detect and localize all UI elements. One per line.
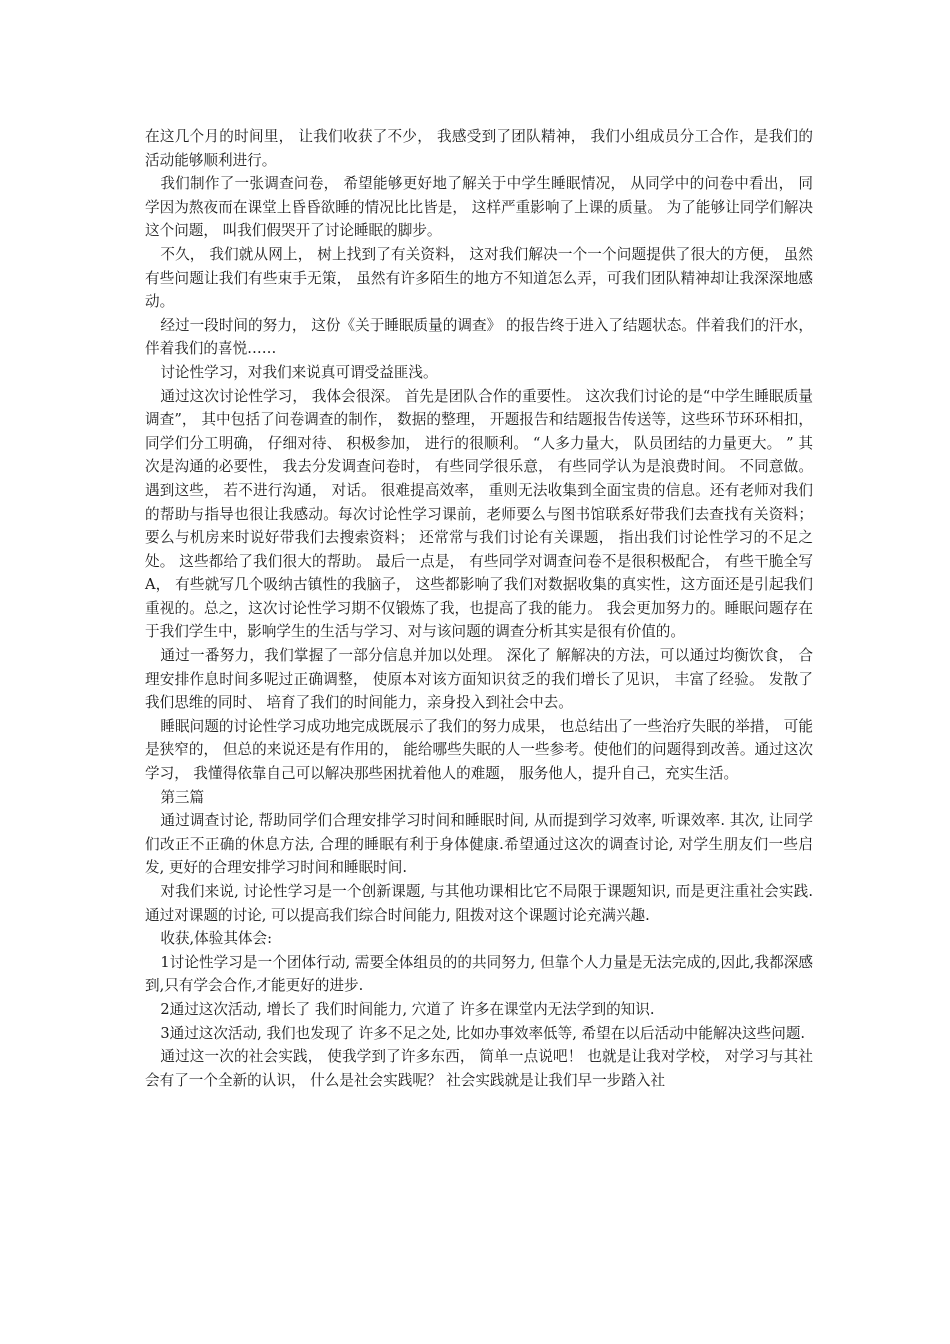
paragraph: 讨论性学习，对我们来说真可谓受益匪浅。 [160,363,438,381]
document-body [145,125,813,1092]
section-heading: 第三篇 [160,788,205,806]
paragraph: 我们制作了一张调查问卷， 希望能够更好地了解关于中学生睡眠情况， 从同学中的问卷中看出， 同学因为熬夜而在课堂上昏昏欲睡的情况比比皆是， 这样严重影响了上课的质量。 为了能够让同学们解决这个问题， 叫我们假哭开了讨论睡眠的脚步。 [145,175,813,240]
paragraph: 收获,体验其体会: [160,930,273,948]
paragraph: 在这几个月的时间里， 让我们收获了不少， 我感受到了团队精神， 我们小组成员分工合作，是我们的活动能够顺利进行。 [145,128,813,169]
paragraph: 通过这一次的社会实践， 使我学到了许多东西， 简单一点说吧！ 也就是让我对学校， 对学习与其社会有了一个全新的认识， 什么是社会实践呢？ 社会实践就是让我们早一步踏入社 [145,1048,813,1089]
paragraph: 通过调查讨论, 帮助同学们合理安排学习时间和睡眠时间, 从而提到学习效率, 听课效率. 其次, 让同学们改正不正确的休息方法, 合理的睡眠有利于身体健康.希望通过这次的调查讨论, 对学生朋友们一些启发, 更好的合理安排学习时间和睡眠时间. [145,812,813,877]
list-item: 2通过这次活动, 增长了 我们时间能力, 穴道了 许多在课堂内无法学到的知识. [160,1000,655,1018]
list-item: 1讨论性学习是一个团体行动, 需要全体组员的的共同努力, 但靠个人力量是无法完成的,因此,我都深感到,只有学会合作,才能更好的进步. [145,953,813,995]
paragraph: 通过这次讨论性学习， 我体会很深。 首先是团队合作的重要性。 这次我们讨论的是“中学生睡眠质量调查”， 其中包括了问卷调查的制作， 数据的整理， 开题报告和结题报告传送等，这些环节环环相扣， 同学们分工明确， 仔细对待、 积极参加， 进行的很顺利。 “人多力量大， 队员团结的力量更大。 ” 其次是沟通的必要性， 我去分发调查问卷时， 有些同学很乐意， 有些同学认为是浪费时间。 不同意做。遇到这些， 若不进行沟通， 对话。 很难提高效率， 重则无法收集到全面宝贵的信息。还有老师对我们的帮助与指导也很让我感动。每次讨论性学习课前，老师要么与图书馆联系好带我们去查找有关资料； 要么与机房来时说好带我们去搜索资料； 还常常与我们讨论有关课题， 指出我们讨论性学习的不足之处。 这些都给了我们很大的帮助。 最后一点是， 有些同学对调查问卷不是很积极配合， 有些干脆全写A， 有些就写几个吸纳古镇性的我脑子， 这些都影响了我们对数据收集的真实性，这方面还是引起我们重视的。总之，这次讨论性学习期不仅锻炼了我，也提高了我的能力。 我会更加努力的。睡眠问题存在于我们学生中，影响学生的生活与学习、对与该问题的调查分析其实是很有价值的。 [145,387,813,641]
paragraph: 通过一番努力，我们掌握了一部分信息并加以处理。 深化了 解解决的方法，可以通过均衡饮食， 合理安排作息时间多呢过正确调整， 使原本对该方面知识贫乏的我们增长了见识， 丰富了经验。 发散了我们思维的同时、 培育了我们的时间能力，亲身投入到社会中去。 [145,647,813,712]
paragraph: 不久， 我们就从网上， 树上找到了有关资料， 这对我们解决一个一个问题提供了很大的方便， 虽然有些问题让我们有些束手无策， 虽然有许多陌生的地方不知道怎么弄，可我们团队精神却让我深深地感动。 [145,245,813,311]
paragraph: 睡眠问题的讨论性学习成功地完成既展示了我们的努力成果， 也总结出了一些治疗失眠的举措， 可能是狭窄的， 但总的来说还是有作用的， 能给哪些失眠的人一些参考。使他们的问题得到改善。通过这次学习， 我懂得依靠自己可以解决那些困扰着他人的难题， 服务他人，提升自己，充实生活。 [145,717,813,783]
paragraph: 经过一段时间的努力， 这份《关于睡眠质量的调查》 的报告终于进入了结题状态。伴着我们的汗水，伴着我们的喜悦…… [145,316,813,358]
list-item: 3通过这次活动, 我们也发现了 许多不足之处, 比如办事效率低等, 希望在以后活动中能解决这些问题. [160,1024,806,1042]
paragraph: 对我们来说, 讨论性学习是一个创新课题, 与其他功课相比它不局限于课题知识, 而是更注重社会实践. 通过对课题的讨论, 可以提高我们综合时间能力, 阻拨对这个课题讨论充满兴趣. [145,883,813,924]
